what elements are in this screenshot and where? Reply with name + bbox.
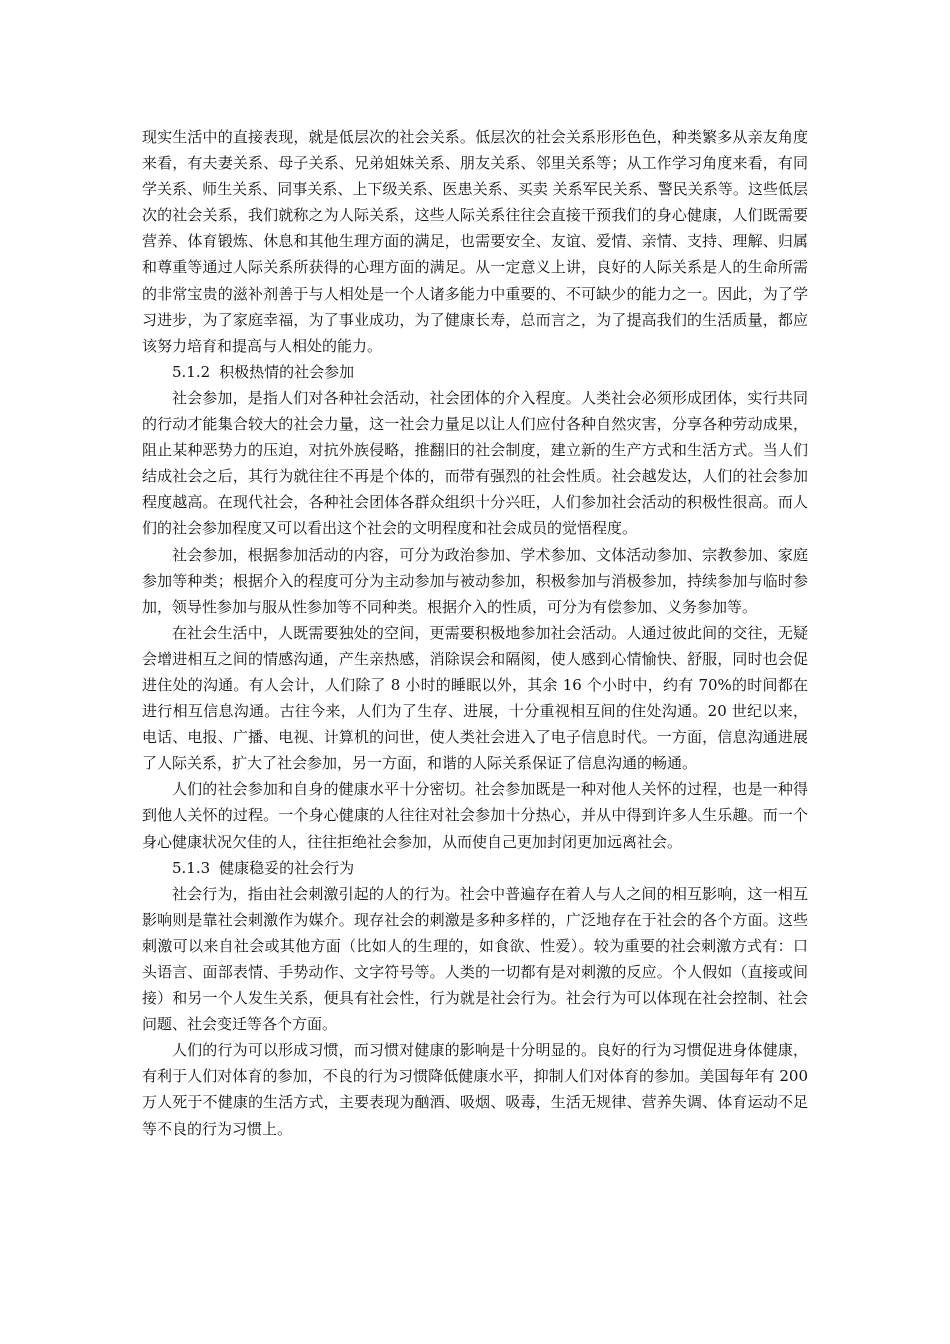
paragraph: 社会参加，根据参加活动的内容，可分为政治参加、学术参加、文体活动参加、宗教参加、家庭参加等种类；根据介入的程度可分为主动参加与被动参加，积极参加与消极参加，持续参加与临时参加，领导性参加与服从性参加等不同种类。根据介入的性质，可分为有偿参加、义务参加等。	[142, 545, 808, 616]
paragraph: 在社会生活中，人既需要独处的空间，更需要积极地参加社会活动。人通过彼此间的交往，无疑会增进相互之间的情感沟通，产生亲热感，消除误会和隔阂，使人感到心情愉快、舒服，同时也会促进住处的沟通。有人会计，人们除了 8 小时的睡眠以外，其余 16 个小时中，约有 70%的时间都在进行相互信息沟通。古往今来，人们为了生存、进展，十分重视相互间的住处沟通。20 世纪以来，电话、电报、广播、电视、计算机的问世，使人类社会进入了电子信息时代。一方面，信息沟通进展了人际关系，扩大了社会参加，另一方面，和谐的人际关系保证了信息沟通的畅通。	[142, 623, 808, 773]
section-title: 积极热情的社会参加	[219, 362, 355, 381]
paragraph: 人们的社会参加和自身的健康水平十分密切。社会参加既是一种对他人关怀的过程，也是一种得到他人关怀的过程。一个身心健康的人往往对社会参加十分热心，并从中得到许多人生乐趣。而一个身心健康状况欠佳的人，往往拒绝社会参加，从而使自己更加封闭更加远离社会。	[142, 780, 808, 851]
paragraph: 人们的行为可以形成习惯，而习惯对健康的影响是十分明显的。良好的行为习惯促进身体健康，有利于人们对体育的参加，不良的行为习惯降低健康水平，抑制人们对体育的参加。美国每年有 200 万人死于不健康的生活方式，主要表现为酗酒、吸烟、吸毒，生活无规律、营养失调、体育运动不足等不良的行为习惯上。	[142, 1041, 808, 1138]
section-number: 5.1.2	[172, 362, 211, 381]
document-body	[142, 124, 808, 1142]
paragraph: 社会参加，是指人们对各种社会活动，社会团体的介入程度。人类社会必须形成团体，实行共同的行动才能集合较大的社会力量，这一社会力量足以让人们应付各种自然灾害，分享各种劳动成果，阻止某种恶势力的压迫，对抗外族侵略，推翻旧的社会制度，建立新的生产方式和生活方式。当人们结成社会之后，其行为就往往不再是个体的，而带有强烈的社会性质。社会越发达，人们的社会参加程度越高。在现代社会，各种社会团体各群众组织十分兴旺，人们参加社会活动的积极性很高。而人们的社会参加程度又可以看出这个社会的文明程度和社会成员的觉悟程度。	[142, 388, 808, 538]
section-heading	[142, 855, 808, 881]
section-heading	[142, 359, 808, 385]
paragraph: 社会行为，指由社会刺激引起的人的行为。社会中普遍存在着人与人之间的相互影响，这一相互影响则是靠社会刺激作为媒介。现存社会的刺激是多种多样的，广泛地存在于社会的各个方面。这些刺激可以来自社会或其他方面（比如人的生理的，如食欲、性爱）。较为重要的社会刺激方式有：口头语言、面部表情、手势动作、文字符号等。人类的一切都有是对刺激的反应。个人假如（直接或间接）和另一个人发生关系，便具有社会性，行为就是社会行为。社会行为可以体现在社会控制、社会问题、社会变迁等各个方面。	[142, 884, 808, 1034]
section-number: 5.1.3	[172, 858, 211, 877]
paragraph: 现实生活中的直接表现，就是低层次的社会关系。低层次的社会关系形形色色，种类繁多从亲友角度来看，有夫妻关系、母子关系、兄弟姐妹关系、朋友关系、邻里关系等；从工作学习角度来看，有同学关系、师生关系、同事关系、上下级关系、医患关系、买卖 关系军民关系、警民关系等。这些低层次的社会关系，我们就称之为人际关系，这些人际关系往往会直接干预我们的身心健康，人们既需要营养、体育锻炼、休息和其他生理方面的满足，也需要安全、友谊、爱情、亲情、支持、理解、归属和尊重等通过人际关系所获得的心理方面的满足。从一定意义上讲，良好的人际关系是人的生命所需的非常宝贵的滋补剂善于与人相处是一个人诸多能力中重要的、不可缺少的能力之一。因此，为了学习进步，为了家庭幸福，为了事业成功，为了健康长寿，总而言之，为了提高我们的生活质量，都应该努力培育和提高与人相处的能力。	[142, 128, 808, 355]
section-title: 健康稳妥的社会行为	[219, 858, 355, 877]
